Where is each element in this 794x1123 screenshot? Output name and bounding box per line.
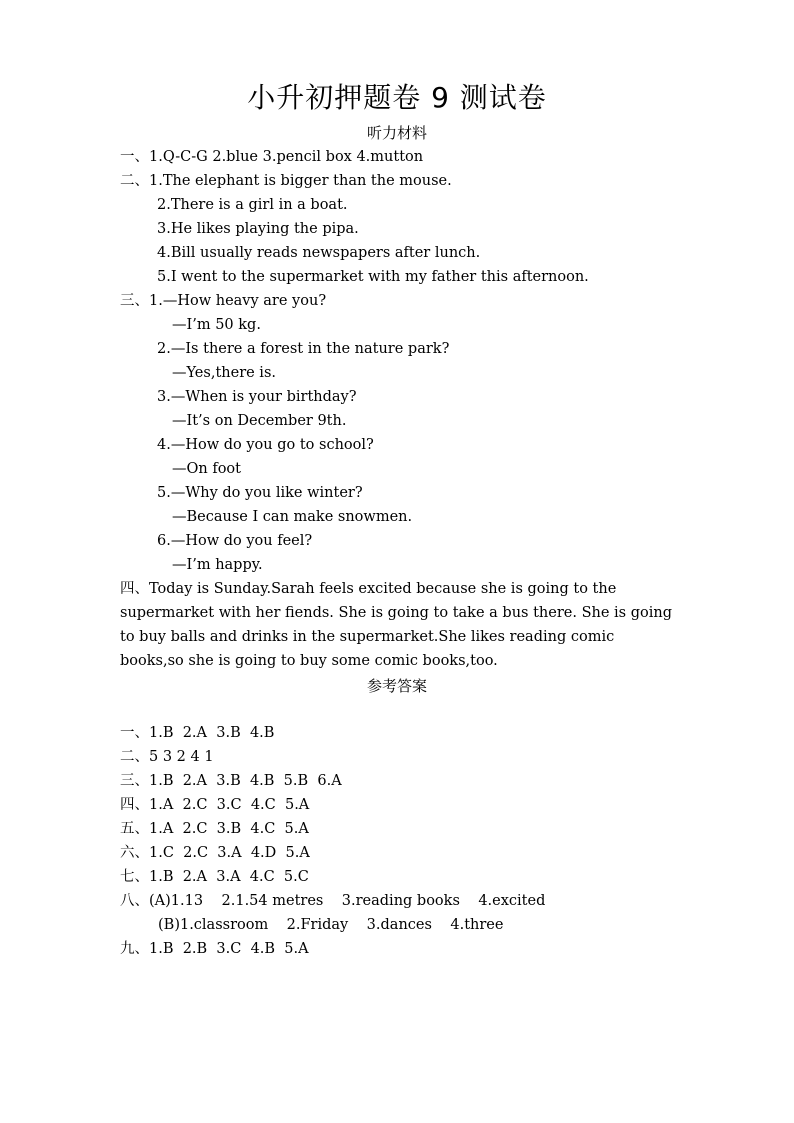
answer-line: 六、1.C 2.C 3.A 4.D 5.A [120,845,310,861]
listening-section-3-line: —I’m 50 kg. [172,317,261,333]
listening-section-3-line: 3.—When is your birthday? [157,389,357,405]
listening-section-3-line: —I’m happy. [172,557,263,573]
answer-line: 八、(A)1.13 2.1.54 metres 3.reading books 4.excited [120,893,546,909]
listening-section-1: 一、1.Q-C-G 2.blue 3.pencil box 4.mutton [120,149,424,165]
listening-section-2-line: 4.Bill usually reads newspapers after lunch. [157,245,481,261]
listening-section-3-line: —On foot [172,461,241,477]
answer-line: 四、1.A 2.C 3.C 4.C 5.A [120,797,310,813]
listening-section-3-line: 2.—Is there a forest in the nature park? [157,341,450,357]
answers-heading: 参考答案 [366,677,427,695]
answer-line: 九、1.B 2.B 3.C 4.B 5.A [120,941,309,957]
listening-section-3-line: —Because I can make snowmen. [172,509,413,525]
answer-line: 三、1.B 2.A 3.B 4.B 5.B 6.A [120,773,342,789]
listening-section-4-line: books,so she is going to buy some comic books,too. [120,653,498,669]
answer-line: 二、5 3 2 4 1 [120,749,214,765]
listening-section-2-line: 二、1.The elephant is bigger than the mouse. [120,173,452,189]
answer-line: 一、1.B 2.A 3.B 4.B [120,725,275,741]
answer-line: (B)1.classroom 2.Friday 3.dances 4.three [158,917,504,933]
listening-section-4-line: supermarket with her fiends. She is going to take a bus there. She is going [120,605,672,621]
listening-section-3-line: 5.—Why do you like winter? [157,485,363,501]
listening-heading: 听力材料 [366,124,427,142]
listening-section-2-line: 5.I went to the supermarket with my father this afternoon. [157,269,589,285]
listening-section-2-line: 2.There is a girl in a boat. [157,197,348,213]
listening-section-3-line: —It’s on December 9th. [172,413,347,429]
listening-section-4-line: to buy balls and drinks in the supermarket.She likes reading comic [120,629,615,645]
listening-section-2-line: 3.He likes playing the pipa. [157,221,359,237]
page-title: 小升初押题卷 9 测试卷 [247,81,547,114]
listening-section-3-line: 三、1.—How heavy are you? [120,293,327,309]
answer-line: 七、1.B 2.A 3.A 4.C 5.C [120,869,309,885]
listening-section-3-line: 4.—How do you go to school? [157,437,374,453]
listening-section-3-line: 6.—How do you feel? [157,533,313,549]
listening-section-3-line: —Yes,there is. [172,365,276,381]
answer-line: 五、1.A 2.C 3.B 4.C 5.A [120,821,309,837]
listening-section-4-line: 四、Today is Sunday.Sarah feels excited because she is going to the [120,581,617,597]
